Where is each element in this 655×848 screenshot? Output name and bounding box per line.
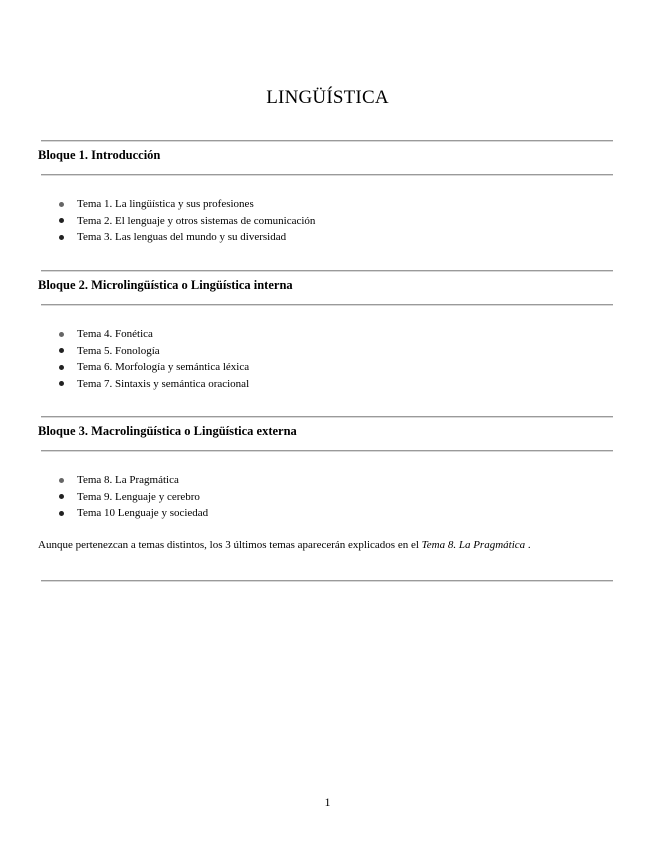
bullet-icon: [59, 202, 64, 207]
topic-item: [58, 343, 249, 360]
bullet-icon: [59, 478, 64, 483]
block-3-heading: Bloque 3. Macrolingüística o Lingüística externa: [38, 424, 297, 438]
bullet-icon: [59, 235, 64, 240]
block-2-topic-list: [58, 326, 249, 392]
topic-item: [58, 505, 208, 522]
divider: [41, 174, 613, 176]
block-1-topic-list: [58, 196, 315, 246]
topic-label: Tema 6. Morfología y semántica léxica: [77, 361, 250, 373]
topic-item: [58, 472, 208, 489]
topic-label: Tema 10 Lenguaje y sociedad: [77, 507, 209, 519]
note-reference: Tema 8. La Pragmática: [421, 539, 526, 551]
note-end: .: [527, 539, 531, 551]
topic-item: [58, 359, 249, 376]
bullet-icon: [59, 348, 64, 353]
topic-item: [58, 376, 249, 393]
page-number: 1: [324, 795, 331, 809]
topic-item: [58, 213, 315, 230]
topic-item: [58, 489, 208, 506]
bullet-icon: [59, 218, 64, 223]
note-paragraph: [38, 537, 531, 553]
bullet-icon: [59, 332, 64, 337]
divider: [41, 140, 613, 142]
block-3-topic-list: [58, 472, 208, 522]
divider: [41, 450, 613, 452]
bullet-icon: [59, 494, 64, 499]
topic-label: Tema 5. Fonología: [77, 344, 160, 357]
topic-label: Tema 1. La lingüística y sus profesiones: [77, 198, 254, 210]
topic-item: [58, 229, 315, 246]
page-title: LINGÜÍSTICA: [266, 87, 389, 108]
topic-label: Tema 9. Lenguaje y cerebro: [77, 490, 200, 503]
note-text: Aunque pertenezcan a temas distintos, los 3 últimos temas aparecerán explicados en el: [38, 539, 422, 551]
divider: [41, 304, 613, 306]
topic-label: Tema 2. El lenguaje y otros sistemas de comunicación: [77, 214, 316, 227]
topic-label: Tema 8. La Pragmática: [77, 474, 179, 486]
bullet-icon: [59, 381, 64, 386]
block-1-heading: Bloque 1. Introducción: [38, 148, 161, 162]
divider: [41, 416, 613, 418]
topic-item: [58, 196, 315, 213]
block-2-heading: Bloque 2. Microlingüística o Lingüística interna: [38, 278, 293, 292]
bullet-icon: [59, 511, 64, 516]
topic-label: Tema 4. Fonética: [77, 328, 153, 340]
divider: [41, 580, 613, 582]
divider: [41, 270, 613, 272]
topic-label: Tema 7. Sintaxis y semántica oracional: [77, 377, 250, 390]
bullet-icon: [59, 365, 64, 370]
topic-item: [58, 326, 249, 343]
topic-label: Tema 3. Las lenguas del mundo y su diversidad: [77, 231, 287, 243]
